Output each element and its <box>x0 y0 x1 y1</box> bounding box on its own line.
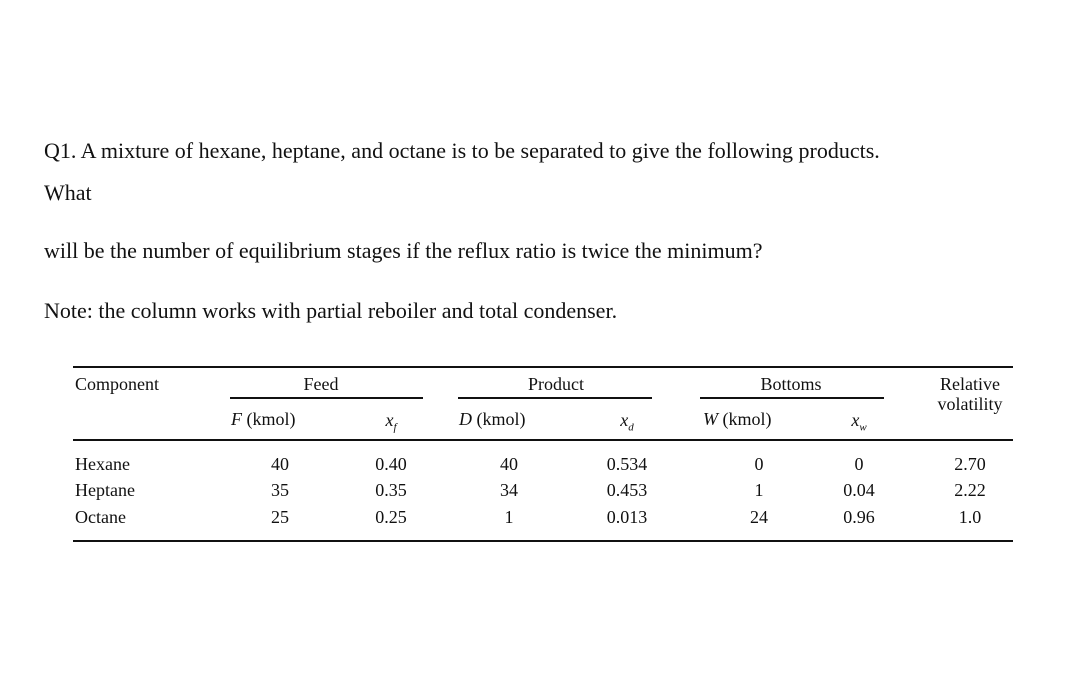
header-xd <box>620 410 634 438</box>
question-line-2: What <box>44 180 92 205</box>
header-W-unit: (kmol) <box>722 409 772 429</box>
table-cell-xf: 0.35 <box>375 480 407 500</box>
table-cell-alpha: 2.70 <box>954 454 986 474</box>
header-xd-index: d <box>628 421 634 434</box>
header-relative: Relative <box>940 374 1000 394</box>
question-line-3: will be the number of equilibrium stages if the reflux ratio is twice the minimum? <box>44 238 763 263</box>
header-product: Product <box>528 374 584 394</box>
table-cell-xf: 0.40 <box>375 454 407 474</box>
table-cell-alpha: 1.0 <box>958 507 982 527</box>
header-W <box>703 409 772 429</box>
table-top-rule <box>73 366 1013 368</box>
header-xf-index: f <box>393 421 397 434</box>
table-cell-D: 40 <box>500 454 518 474</box>
header-component: Component <box>75 374 159 394</box>
table-cell-xw: 0 <box>854 454 864 474</box>
header-F <box>231 409 296 429</box>
question-line-1: Q1. A mixture of hexane, heptane, and octane is to be separated to give the following products. <box>44 138 880 163</box>
header-xw-index: w <box>859 421 867 434</box>
table-cell-xw: 0.04 <box>843 480 875 500</box>
table-cell-xf: 0.25 <box>375 507 407 527</box>
table-header-rule <box>73 439 1013 441</box>
table-cell-F: 40 <box>271 454 289 474</box>
header-xf-symbol: x <box>385 410 394 430</box>
table-cell-xw: 0.96 <box>843 507 875 527</box>
header-xw <box>851 410 866 438</box>
table-cell-xd: 0.013 <box>606 507 648 527</box>
header-D-symbol: D <box>459 409 472 429</box>
header-bottoms: Bottoms <box>760 374 822 394</box>
header-xf <box>385 410 396 438</box>
product-group-rule <box>458 397 652 399</box>
header-F-unit: (kmol) <box>246 409 296 429</box>
table-cell-W: 1 <box>754 480 764 500</box>
table-cell-component: Hexane <box>75 454 130 474</box>
data-table <box>73 366 1013 546</box>
header-D <box>459 409 526 429</box>
table-cell-F: 35 <box>271 480 289 500</box>
table-cell-W: 24 <box>750 507 768 527</box>
table-cell-alpha: 2.22 <box>954 480 986 500</box>
header-D-unit: (kmol) <box>476 409 526 429</box>
header-F-symbol: F <box>231 409 242 429</box>
bottoms-group-rule <box>700 397 884 399</box>
table-bottom-rule <box>73 540 1013 542</box>
table-cell-xd: 0.453 <box>606 480 648 500</box>
question-note: Note: the column works with partial reboiler and total condenser. <box>44 298 618 323</box>
table-cell-component: Octane <box>75 507 126 527</box>
header-W-symbol: W <box>703 409 718 429</box>
table-cell-xd: 0.534 <box>606 454 648 474</box>
table-cell-W: 0 <box>754 454 764 474</box>
feed-group-rule <box>230 397 423 399</box>
header-feed: Feed <box>303 374 339 394</box>
header-volatility: volatility <box>937 394 1003 414</box>
header-xd-symbol: x <box>620 410 629 430</box>
table-cell-component: Heptane <box>75 480 135 500</box>
header-xw-symbol: x <box>851 410 860 430</box>
table-cell-D: 1 <box>504 507 514 527</box>
table-cell-D: 34 <box>500 480 518 500</box>
table-cell-F: 25 <box>271 507 289 527</box>
